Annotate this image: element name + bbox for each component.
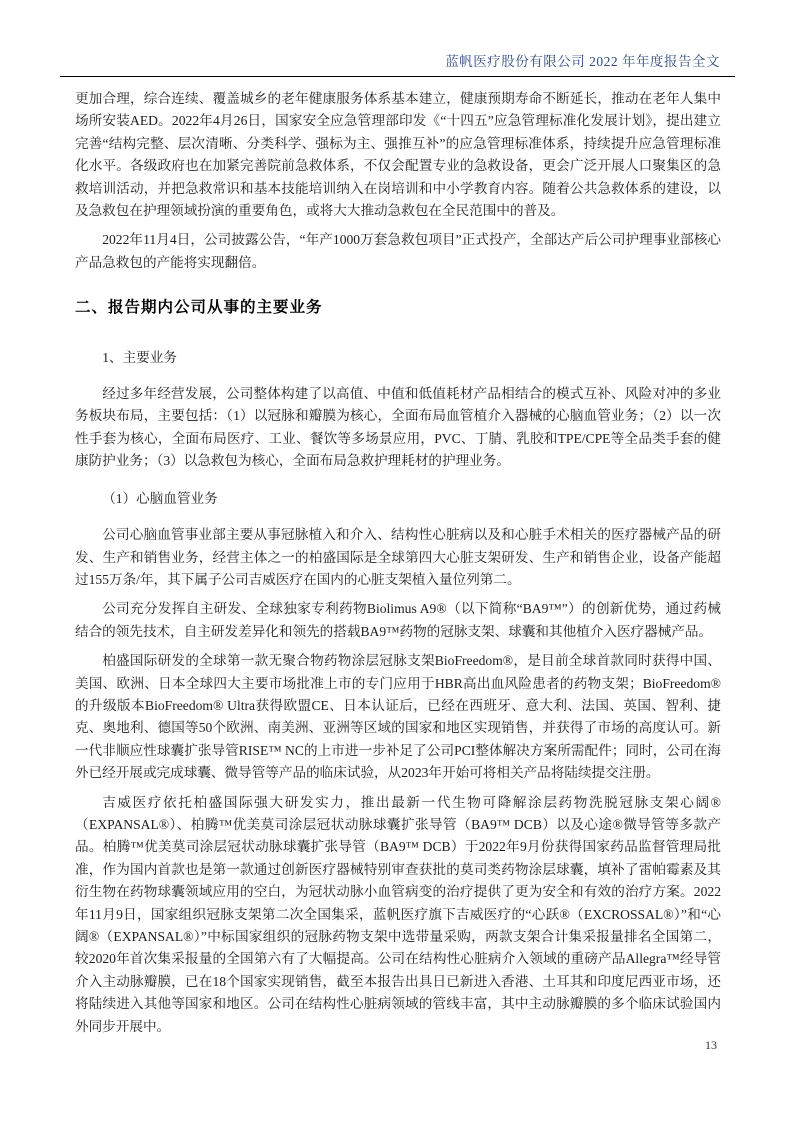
- paragraph-business-overview: 经过多年经营发展，公司整体构建了以高值、中值和低值耗材产品相结合的模式互补、风险对冲的多业务板块布局，主要包括：（1）以冠脉和瓣膜为核心，全面布局血管植介入器械的心脑血管业务；（2）以一次性手套为核心，全面布局医疗、工业、餐饮等多场景应用，PVC、丁腈、乳胶和TPE/CPE等全品类手套的健康防护业务；（3）以急救包为核心，全面布局急救护理耗材的护理业务。: [75, 386, 721, 469]
- section-heading-main-business: 二、报告期内公司从事的主要业务: [75, 299, 323, 317]
- document-body: [75, 88, 721, 1045]
- subheading-main-business: 1、主要业务: [102, 349, 177, 365]
- paragraph-elderly-health-aed: 更加合理，综合连续、覆盖城乡的老年健康服务体系基本建立，健康预期寿命不断延长，推动在老年人集中场所安装AED。2022年4月26日，国家安全应急管理部印发《“十四五”应急管理标准化发展计划》，提出建立完善“结构完整、层次清晰、分类科学、强标为主、强推互补”的应急管理标准体系，持续提升应急管理标准化水平。各级政府也在加紧完善院前急救体系，不仅会配置专业的急救设备，更会广泛开展人口聚集区的急救培训活动，并把急救常识和基本技能培训纳入在岗培训和中小学教育内容。随着公共急救体系的建设，以及急救包在护理领域扮演的重要角色，或将大大推动急救包在全民范围中的普及。: [75, 91, 721, 219]
- page-number: 13: [705, 1038, 717, 1052]
- paragraph-jiwei-products: 吉威医疗依托柏盛国际强大研发实力，推出最新一代生物可降解涂层药物洗脱冠脉支架心阔®（EXPANSAL®）、柏腾™优美莫司涂层冠状动脉球囊扩张导管（BA9™ DCB）以及心途®微导管等多款产品。柏腾™优美莫司涂层冠状动脉球囊扩张导管（BA9™ DCB）于2022年9月份获得国家药品监督管理局批准，作为国内首款也是第一款通过创新医疗器械特别审查获批的莫司类药物涂层球囊，填补了雷帕霉素及其衍生物在药物球囊领域应用的空白，为冠状动脉小血管病变的治疗提供了更为安全和有效的治疗方案。2022年11月9日，国家组织冠脉支架第二次全国集采，蓝帆医疗旗下吉威医疗的“心跃®（EXCROSSAL®）”和“心阔®（EXPANSAL®）”中标国家组织的冠脉药物支架中选带量采购，两款支架合计集采报量排名全国第二，较2020年首次集采报量的全国第六有了大幅提高。公司在结构性心脏病介入领域的重磅产品Allegra™经导管介入主动脉瓣膜，已在18个国家实现销售，截至本报告出具日已新进入香港、土耳其和印度尼西亚市场，还将陆续进入其他等国家和地区。公司在结构性心脏病领域的管线丰富，其中主动脉瓣膜的多个临床试验国内外同步开展中。: [75, 794, 721, 1034]
- page-header-title: 蓝帆医疗股份有限公司 2022 年年度报告全文: [445, 54, 720, 69]
- paragraph-ba9-innovation: 公司充分发挥自主研发、全球独家专利药物Biolimus A9®（以下简称“BA9™”）的创新优势，通过药械结合的领先技术，自主研发差异化和领先的搭载BA9™药物的冠脉支架、球囊和其他植介入医疗器械产品。: [75, 601, 721, 639]
- subheading-cardio-business: （1）心脑血管业务: [102, 490, 218, 506]
- paragraph-first-aid-kit-announcement: 2022年11月4日，公司披露公告，“年产1000万套急救包项目”正式投产，全部达产后公司护理事业部核心产品急救包的产能将实现翻倍。: [75, 232, 721, 270]
- paragraph-cardio-division: 公司心脑血管事业部主要从事冠脉植入和介入、结构性心脏病以及和心脏手术相关的医疗器械产品的研发、生产和销售业务，经营主体之一的柏盛国际是全球第四大心脏支架研发、生产和销售企业，设备产能超过155万条/年，其下属子公司吉威医疗在国内的心脏支架植入量位列第二。: [75, 527, 721, 587]
- paragraph-biofreedom-stent: 柏盛国际研发的全球第一款无聚合物药物涂层冠脉支架BioFreedom®，是目前全球首款同时获得中国、美国、欧洲、日本全球四大主要市场批准上市的专门应用于HBR高出血风险患者的药物支架；BioFreedom®的升级版本BioFreedom® Ultra获得欧盟CE、日本认证后，已经在西班牙、意大利、法国、英国、智利、捷克、奥地利、德国等50个欧洲、南美洲、亚洲等区域的国家和地区实现销售，并获得了市场的高度认可。新一代非顺应性球囊扩张导管RISE™ NC的上市进一步补足了公司PCI整体解决方案所需配件；同时，公司在海外已经开展或完成球囊、微导管等产品的临床试验，从2023年开始可将相关产品将陆续提交注册。: [75, 653, 721, 781]
- header-rule: [60, 76, 735, 77]
